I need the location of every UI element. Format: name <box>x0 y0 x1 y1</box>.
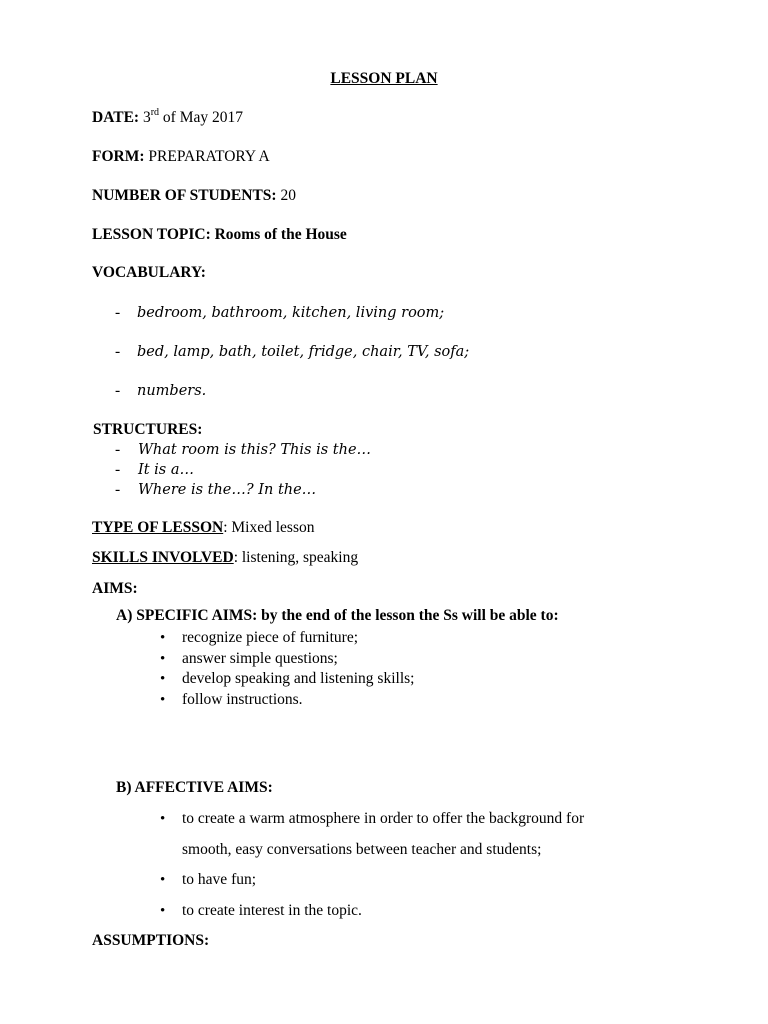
assumptions-heading: ASSUMPTIONS: <box>92 932 210 949</box>
form-value: PREPARATORY A <box>144 148 270 165</box>
form-line <box>92 148 270 166</box>
specific-aim-item: •follow instructions. <box>160 691 303 709</box>
bullet-icon <box>160 691 182 709</box>
bullet-icon <box>160 902 182 920</box>
bullet-icon <box>160 629 182 647</box>
structure-item: - Where is the…? In the… <box>115 481 317 498</box>
aims-heading: AIMS: <box>92 580 138 597</box>
bullet-icon <box>160 670 182 688</box>
vocabulary-item: - bedroom, bathroom, kitchen, living room; <box>115 304 445 321</box>
specific-aim-item: •recognize piece of furniture; <box>160 629 358 647</box>
skills-label: SKILLS INVOLVED <box>92 549 234 566</box>
affective-aim-item: •to have fun; <box>160 871 256 889</box>
date-rest: of May 2017 <box>159 109 243 126</box>
vocabulary-item: - bed, lamp, bath, toilet, fridge, chair, TV, sofa; <box>115 343 470 360</box>
affective-aim-continuation: smooth, easy conversations between teacher and students; <box>182 841 542 858</box>
topic-label: LESSON TOPIC: <box>92 226 211 243</box>
topic-line <box>92 226 347 244</box>
lesson-type-value: : Mixed lesson <box>223 519 315 536</box>
date-label: DATE: <box>92 109 140 126</box>
affective-aim-item: •to create interest in the topic. <box>160 902 362 920</box>
vocabulary-heading: VOCABULARY: <box>92 264 206 281</box>
students-value: 20 <box>276 187 296 204</box>
structure-item: - It is a… <box>115 461 194 478</box>
structure-item: - What room is this? This is the… <box>115 441 372 458</box>
topic-value: Rooms of the House <box>210 226 347 243</box>
affective-aims-heading: B) AFFECTIVE AIMS: <box>116 779 273 796</box>
bullet-icon <box>160 810 182 828</box>
page-title: LESSON PLAN <box>330 70 438 87</box>
date-suffix: rd <box>150 106 160 118</box>
lesson-type-line <box>92 519 315 537</box>
date-line <box>92 106 243 127</box>
lesson-type-label: TYPE OF LESSON <box>92 519 224 536</box>
specific-aim-item: •answer simple questions; <box>160 650 338 668</box>
date-day: 3 <box>142 109 151 126</box>
affective-aim-item: •to create a warm atmosphere in order to offer the background for <box>160 810 584 828</box>
specific-aim-item: •develop speaking and listening skills; <box>160 670 414 688</box>
structures-heading: STRUCTURES: <box>93 421 203 438</box>
bullet-icon <box>160 650 182 668</box>
skills-line <box>92 549 358 567</box>
students-line <box>92 187 296 205</box>
form-label: FORM: <box>92 148 145 165</box>
skills-value: : listening, speaking <box>233 549 359 566</box>
vocabulary-item: - numbers. <box>115 382 207 399</box>
bullet-icon <box>160 871 182 889</box>
students-label: NUMBER OF STUDENTS: <box>92 187 277 204</box>
specific-aims-heading: A) SPECIFIC AIMS: by the end of the lesson the Ss will be able to: <box>116 607 559 624</box>
